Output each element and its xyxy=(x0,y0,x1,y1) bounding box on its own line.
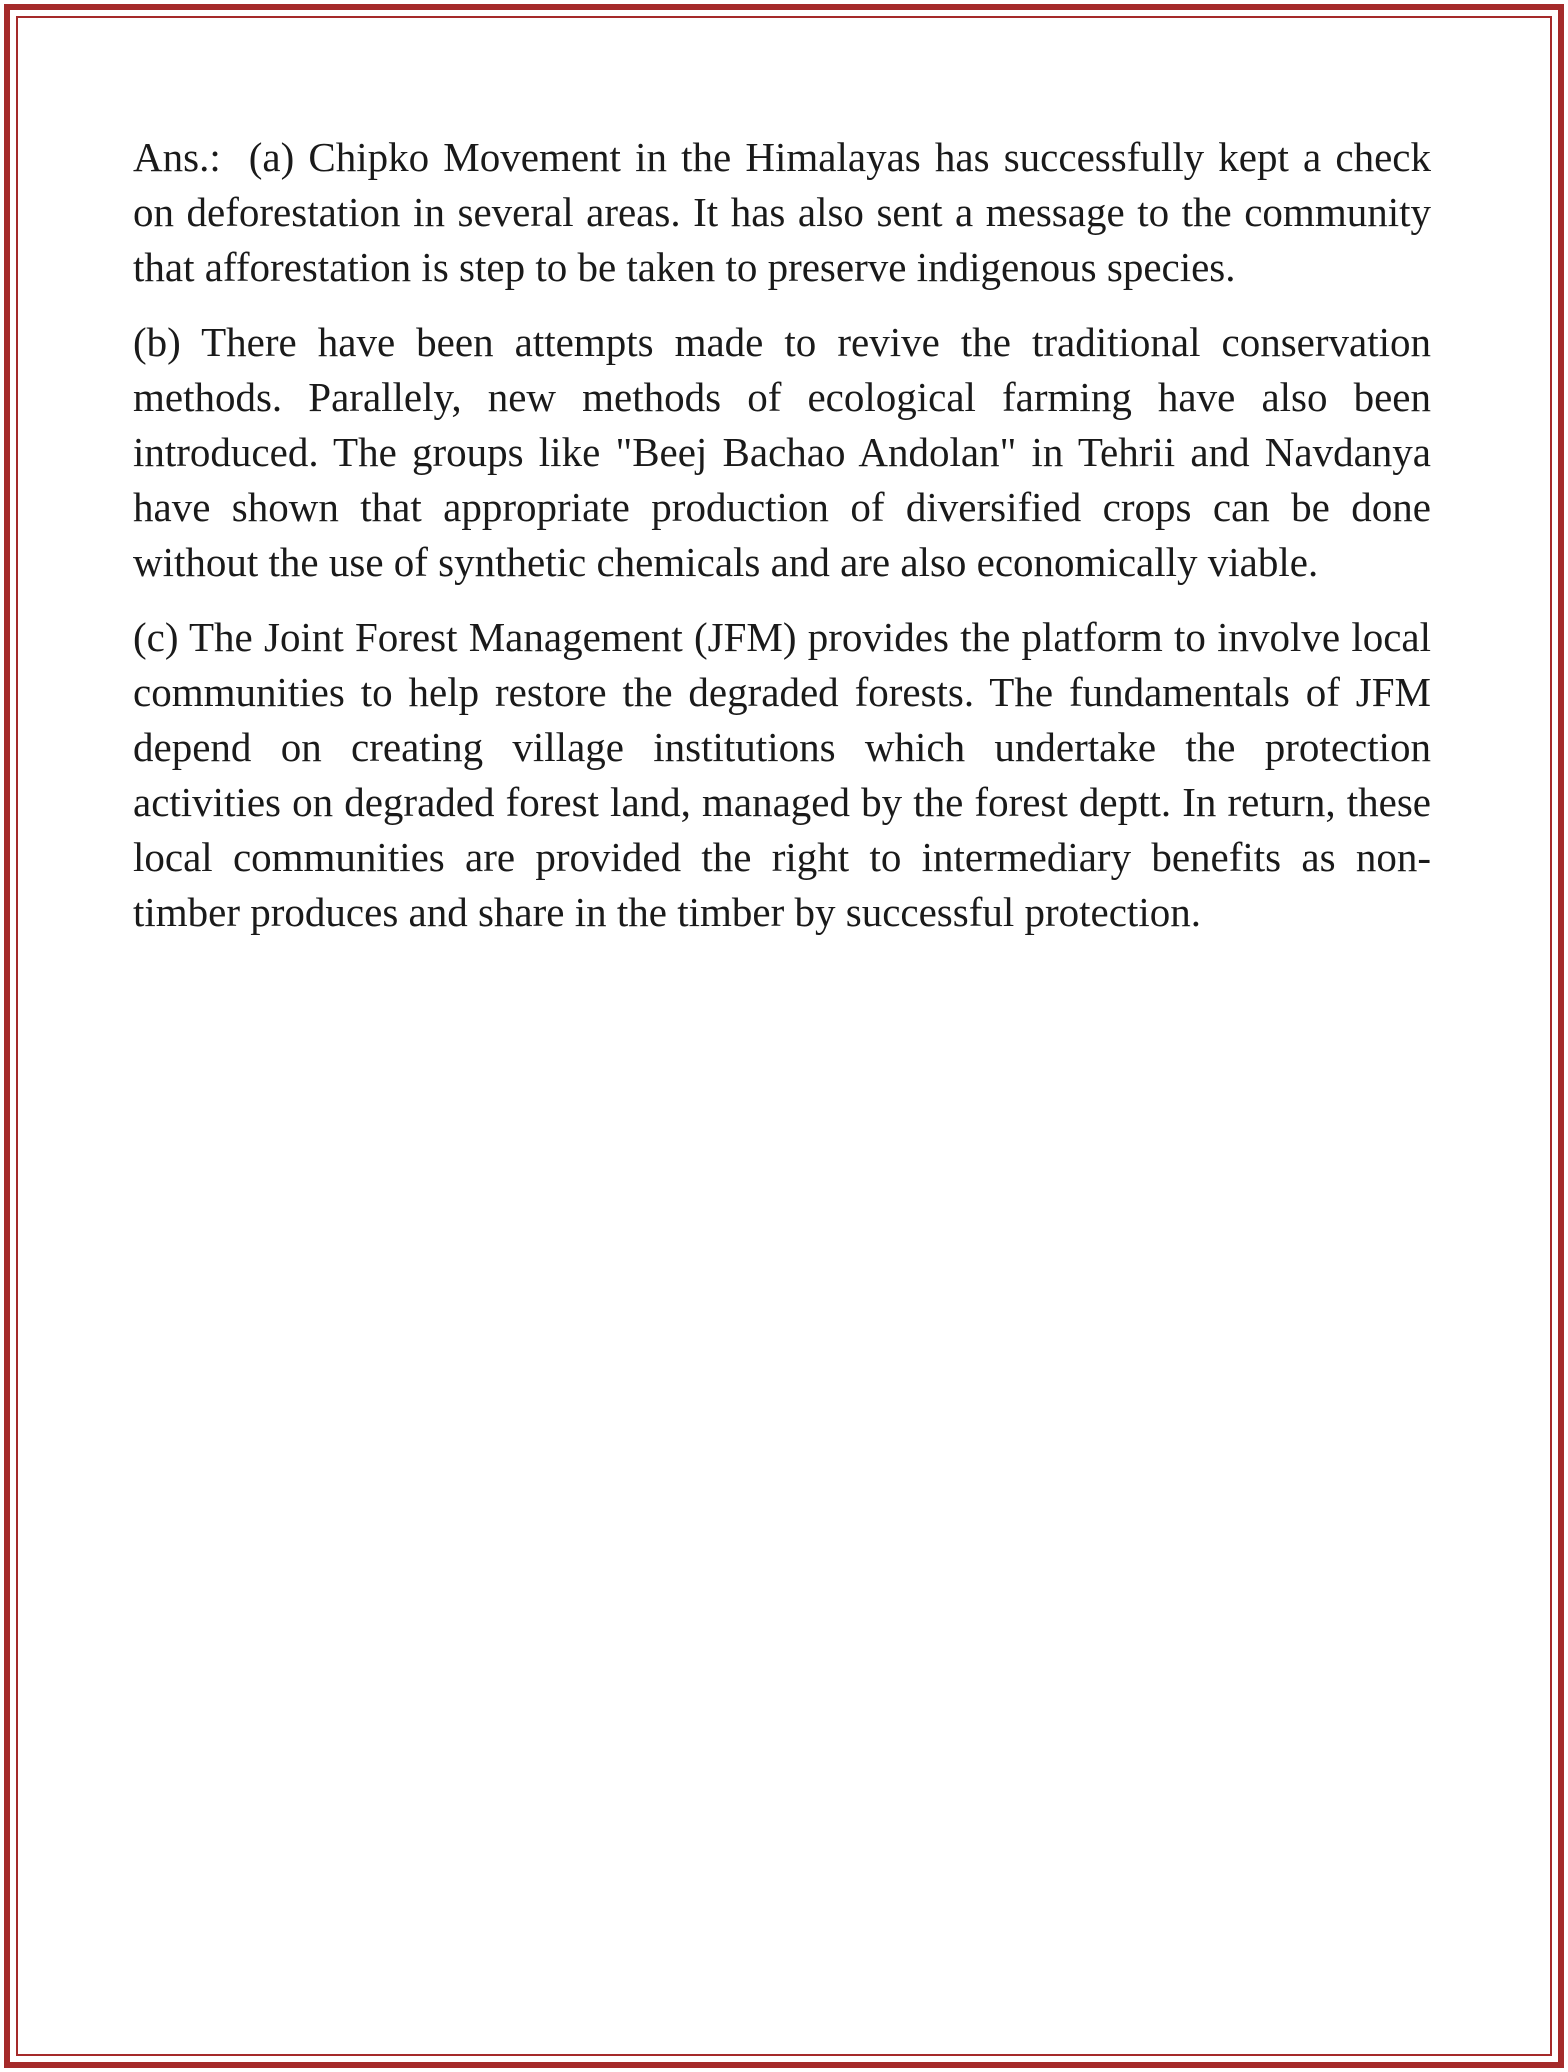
paragraph-b: (b) There have been attempts made to revive the traditional conservation methods. Parallely, new methods of ecological farming have also been introduced. The groups like "Beej Bachao Andolan" in Tehrii and Navdanya have shown that appropriate production of diversified crops can be done without the use of synthetic chemicals and are also economically viable. xyxy=(133,319,1431,585)
paragraph-a xyxy=(133,130,1431,295)
answer-content xyxy=(133,130,1431,960)
answer-label: Ans.: xyxy=(133,134,221,180)
paragraph-c: (c) The Joint Forest Management (JFM) provides the platform to involve local communities to help restore the degraded forests. The fundamentals of JFM depend on creating village institutions which undertake the protection activities on degraded forest land, managed by the forest deptt. In return, these local communities are provided the right to intermediary benefits as non-timber produces and share in the timber by successful protection. xyxy=(133,614,1431,935)
paragraph-a-text: (a) Chipko Movement in the Himalayas has successfully kept a check on deforestation in several areas. It has also sent a message to the community that afforestation is step to be taken to preserve indigenous species. xyxy=(133,134,1431,290)
